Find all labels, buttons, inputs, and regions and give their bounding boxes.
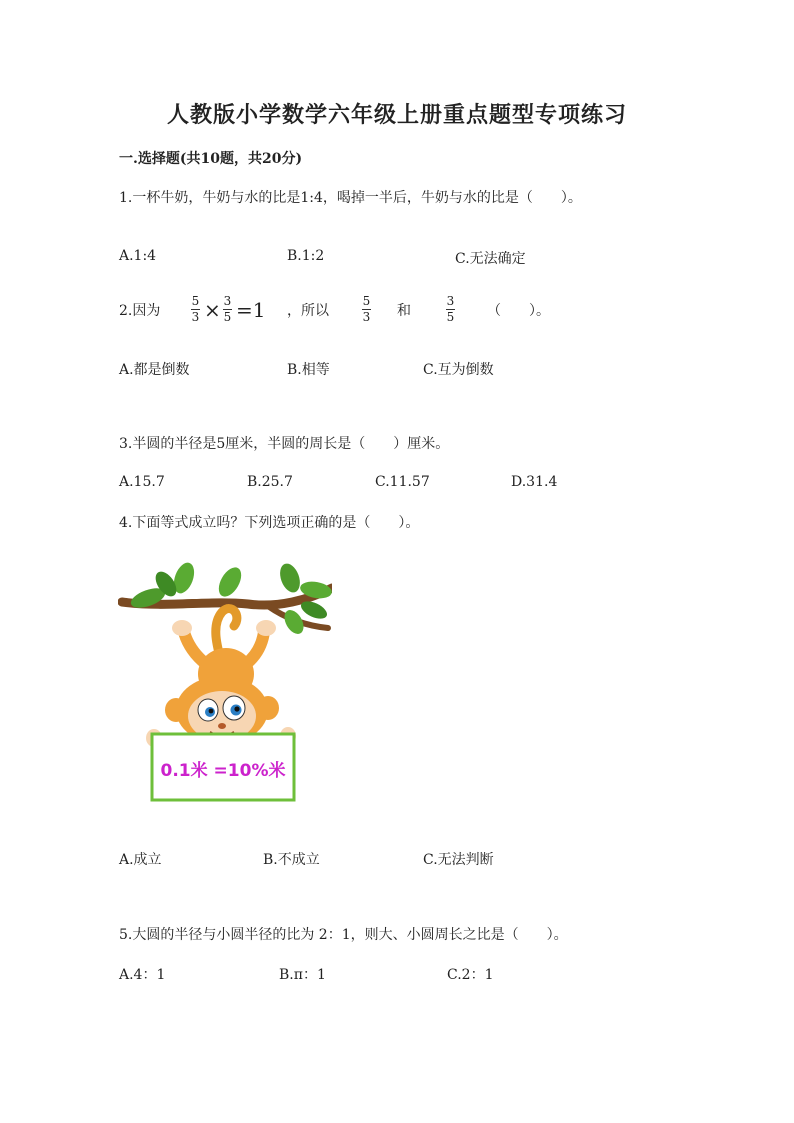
q5-option-c[interactable]: C.2：1: [447, 967, 494, 983]
denominator: 3: [362, 310, 371, 324]
q3-option-b[interactable]: B.25.7: [247, 474, 293, 490]
page-title: 人教版小学数学六年级上册重点题型专项练习: [166, 102, 627, 128]
q2-equation-fraction-b: [223, 295, 232, 324]
q1-option-c[interactable]: C.无法确定: [455, 251, 526, 267]
q2-equation-fraction-a: [191, 295, 200, 324]
q2-prefix: 2.因为: [119, 303, 161, 319]
q1-option-a[interactable]: A.1:4: [119, 248, 157, 264]
q2-times-sign: ×: [204, 298, 221, 322]
q2-fraction-a: [362, 295, 371, 324]
q2-blank: （ ）。: [487, 303, 550, 319]
denominator: 5: [446, 310, 455, 324]
q4-option-b[interactable]: B.不成立: [263, 852, 320, 868]
q2-and: 和: [397, 303, 411, 319]
numerator: 3: [446, 294, 455, 308]
q3-option-a[interactable]: A.15.7: [119, 474, 165, 490]
q3-option-c[interactable]: C.11.57: [375, 474, 430, 490]
q2-option-c[interactable]: C.互为倒数: [423, 362, 494, 378]
question-1: 1.一杯牛奶，牛奶与水的比是1:4，喝掉一半后，牛奶与水的比是（ ）。: [119, 190, 582, 206]
question-4: 4.下面等式成立吗？下列选项正确的是（ ）。: [119, 515, 420, 531]
numerator: 3: [223, 294, 232, 308]
q4-option-a[interactable]: A.成立: [119, 852, 162, 868]
q2-option-a[interactable]: A.都是倒数: [119, 362, 190, 378]
q5-option-b[interactable]: B.π：1: [279, 967, 326, 983]
section-heading: 一.选择题(共10题，共20分): [119, 151, 303, 167]
q2-fraction-b: [446, 295, 455, 324]
q5-option-a[interactable]: A.4：1: [119, 967, 166, 983]
q2-option-b[interactable]: B.相等: [287, 362, 330, 378]
q2-equals-one: =1: [236, 298, 266, 322]
sign-text: 0.1米 =10%米: [160, 761, 286, 781]
numerator: 5: [362, 294, 371, 308]
q1-option-b[interactable]: B.1:2: [287, 248, 325, 264]
numerator: 5: [191, 294, 200, 308]
monkey-sign-illustration: [118, 560, 332, 810]
q2-mid-text: ，所以: [287, 303, 329, 319]
q4-option-c[interactable]: C.无法判断: [423, 852, 494, 868]
denominator: 5: [223, 310, 232, 324]
question-5: 5.大圆的半径与小圆半径的比为 2：1，则大、小圆周长之比是（ ）。: [119, 927, 568, 943]
q3-option-d[interactable]: D.31.4: [511, 474, 558, 490]
question-3: 3.半圆的半径是5厘米，半圆的周长是（ ）厘米。: [119, 436, 450, 452]
denominator: 3: [191, 310, 200, 324]
